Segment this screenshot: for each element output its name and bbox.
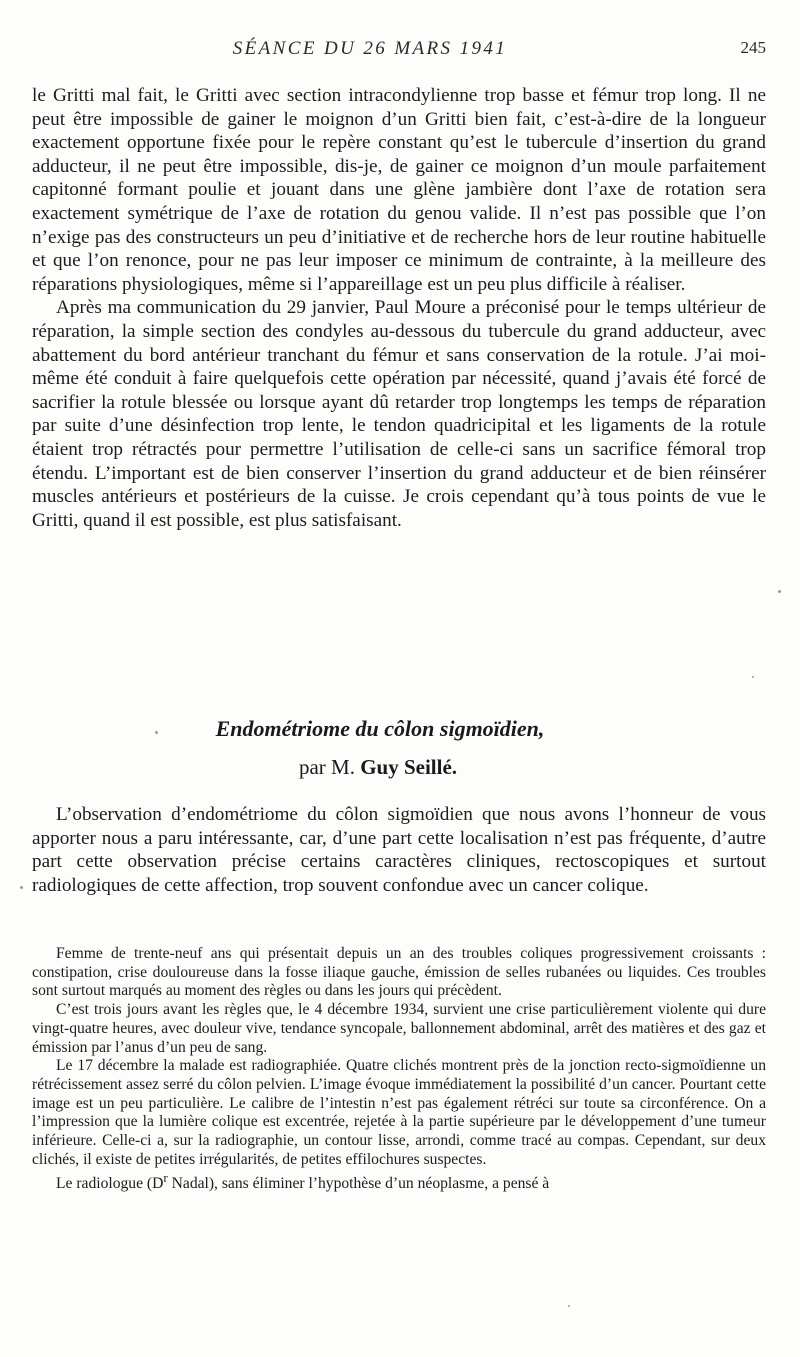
last-line-prefix: Le radiologue (D bbox=[56, 1175, 164, 1193]
page-header bbox=[0, 38, 800, 62]
continued-text-section bbox=[32, 84, 766, 532]
doctor-superscript: r bbox=[163, 1170, 168, 1186]
case-paragraph: Femme de trente-neuf ans qui présentait depuis un an des troubles coliques progressivement croissants : constipation, crise douloureuse dans la fosse iliaque gauche, émission de selles rubanées ou liquides. Ces troubles sont surtout marqués au moment des règles ou dans les jours qui précèdent. bbox=[32, 945, 766, 1000]
byline bbox=[0, 755, 756, 780]
case-paragraph-last bbox=[32, 1169, 766, 1194]
intro-paragraph: L’observation d’endométriome du côlon sigmoïdien que nous avons l’honneur de vous apporter nous a paru intéressante, car, d’une part cette localisation n’est pas fréquente, d’autre part cette observation précise certains caractères cliniques, rectoscopiques et surtout radiologiques de cette affection, trop souvent confondue avec un cancer colique. bbox=[32, 804, 766, 896]
case-paragraph: Le 17 décembre la malade est radiographiée. Quatre clichés montrent près de la jonction recto-sigmoïdienne un rétrécissement assez serré du côlon pelvien. L’image évoque immédiatement la possibilité d’un cancer. Pourtant cette image est un peu particulière. Le calibre de l’intestin n’est pas également rétréci sur toute sa circonférence. On a l’impression que la lumière colique est excentrée, rejetée à la partie supérieure par le développement d’une tumeur inférieure. Celle-ci a, sur la radiographie, un contour lisse, arrondi, comme tracé au compas. Cependant, sur deux clichés, il existe de petites irrégularités, de petites effilochures suspectes. bbox=[32, 1057, 766, 1168]
case-paragraph: C’est trois jours avant les règles que, le 4 décembre 1934, survient une crise particulièrement violente qui dure vingt-quatre heures, avec douleur vive, tendance syncopale, ballonnement abdominal, arrêt des matières et des gaz et émission par l’anus d’un peu de sang. bbox=[32, 1001, 766, 1056]
article-introduction bbox=[32, 803, 766, 897]
paragraph: le Gritti mal fait, le Gritti avec section intracondylienne trop basse et fémur trop long. Il ne peut être impossible de gainer le moignon d’un Gritti bien fait, c’est-à-dire de la longueur exactement opportune fixée pour le repère constant qu’est le tubercule d’insertion du grand adducteur, il ne peut être impossible, dis-je, de gainer ce moignon d’un moule parfaitement capitonné formant poulie et jouant dans une glène jambière dont l’axe de rotation sera exactement symétrique de l’axe de rotation du genou valide. Il n’est pas possible que l’on n’exige pas des constructeurs un peu d’initiative et de recherche hors de leur routine habituelle et que l’on renonce, pour ne pas leur imposer ce minimum de contrainte, à la meilleure des réparations physiologiques, même si l’appareillage est un peu plus difficile à réaliser. bbox=[32, 85, 766, 295]
print-speck bbox=[568, 1305, 570, 1307]
last-line-suffix: Nadal), sans éliminer l’hypothèse d’un néoplasme, a pensé à bbox=[167, 1175, 550, 1193]
print-speck bbox=[20, 886, 23, 889]
case-report bbox=[32, 945, 766, 1194]
page-number: 245 bbox=[740, 38, 766, 57]
running-title: SÉANCE DU 26 MARS 1941 bbox=[232, 38, 508, 59]
paragraph: Après ma communication du 29 janvier, Paul Moure a préconisé pour le temps ultérieur de réparation, la simple section des condyles au-dessous du tubercule du grand adducteur, avec abattement du bord antérieur tranchant du fémur et sans conservation de la rotule. J’ai moi-même été conduit à faire quelquefois cette opération par nécessité, quand j’avais été forcé de sacrifier la rotule blessée ou lorsque ayant dû retarder trop longtemps les temps de réparation par suite d’une désinfection trop lente, le tendon quadricipital et les ligaments de la rotule étaient trop rétractés pour permettre l’utilisation de celle-ci sans un sacrifice fémoral trop étendu. L’important est de bien conserver l’insertion du grand adducteur et de bien réinsérer muscles antérieurs et postérieurs de la cuisse. Je crois cependant qu’à tous points de vue le Gritti, quand il est possible, est plus satisfaisant. bbox=[32, 297, 766, 531]
print-speck bbox=[778, 590, 781, 593]
article-title: Endométriome du côlon sigmoïdien, bbox=[215, 716, 545, 741]
print-speck bbox=[155, 731, 158, 734]
print-speck bbox=[752, 676, 754, 678]
author-name: Guy Seillé. bbox=[360, 755, 458, 779]
byline-prefix: par M. bbox=[298, 755, 355, 779]
